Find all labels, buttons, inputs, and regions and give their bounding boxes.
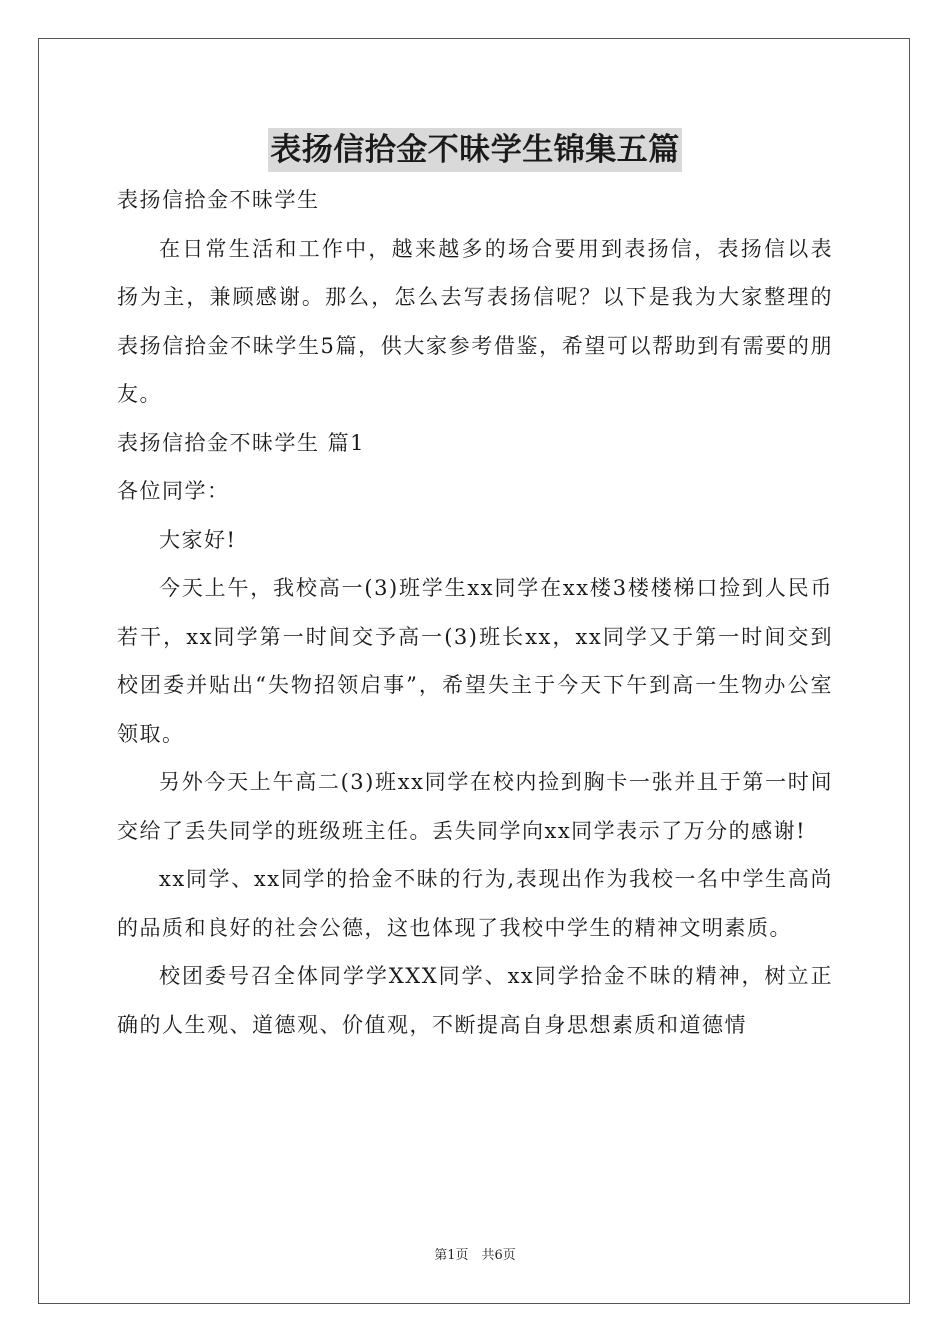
document-title: 表扬信拾金不昧学生锦集五篇 <box>268 128 682 172</box>
body-paragraph: xx同学、xx同学的拾金不昧的行为,表现出作为我校一名中学生高尚的品质和良好的社会公德，这也体现了我校中学生的精神文明素质。 <box>117 867 833 940</box>
subtitle-paragraph: 表扬信拾金不昧学生 <box>117 188 320 212</box>
salutation: 各位同学： <box>117 479 230 503</box>
body-paragraph: 另外今天上午高二(3)班xx同学在校内捡到胸卡一张并且于第一时间交给了丢失同学的班级班主任。丢失同学向xx同学表示了万分的感谢! <box>117 770 833 843</box>
section-heading: 表扬信拾金不昧学生 篇1 <box>117 430 366 455</box>
page-number-footer: 第1页 共6页 <box>434 1248 516 1263</box>
body-paragraph: 今天上午，我校高一(3)班学生xx同学在xx楼3楼楼梯口捡到人民币若干，xx同学第一时间交予高一(3)班长xx，xx同学又于第一时间交到校团委并贴出“失物招领启事”，希望失主于今天下午到高一生物办公室领取。 <box>117 576 833 746</box>
document-body <box>117 176 833 1049</box>
body-paragraph: 校团委号召全体同学学XXX同学、xx同学拾金不昧的精神，树立正确的人生观、道德观、价值观，不断提高自身思想素质和道德情 <box>117 964 833 1037</box>
greeting: 大家好! <box>159 527 237 552</box>
intro-paragraph: 在日常生活和工作中，越来越多的场合要用到表扬信，表扬信以表扬为主，兼顾感谢。那么，怎么去写表扬信呢？以下是我为大家整理的表扬信拾金不昧学生5篇，供大家参考借鉴，希望可以帮助到有需要的朋友。 <box>117 236 833 406</box>
title-container <box>0 128 950 172</box>
